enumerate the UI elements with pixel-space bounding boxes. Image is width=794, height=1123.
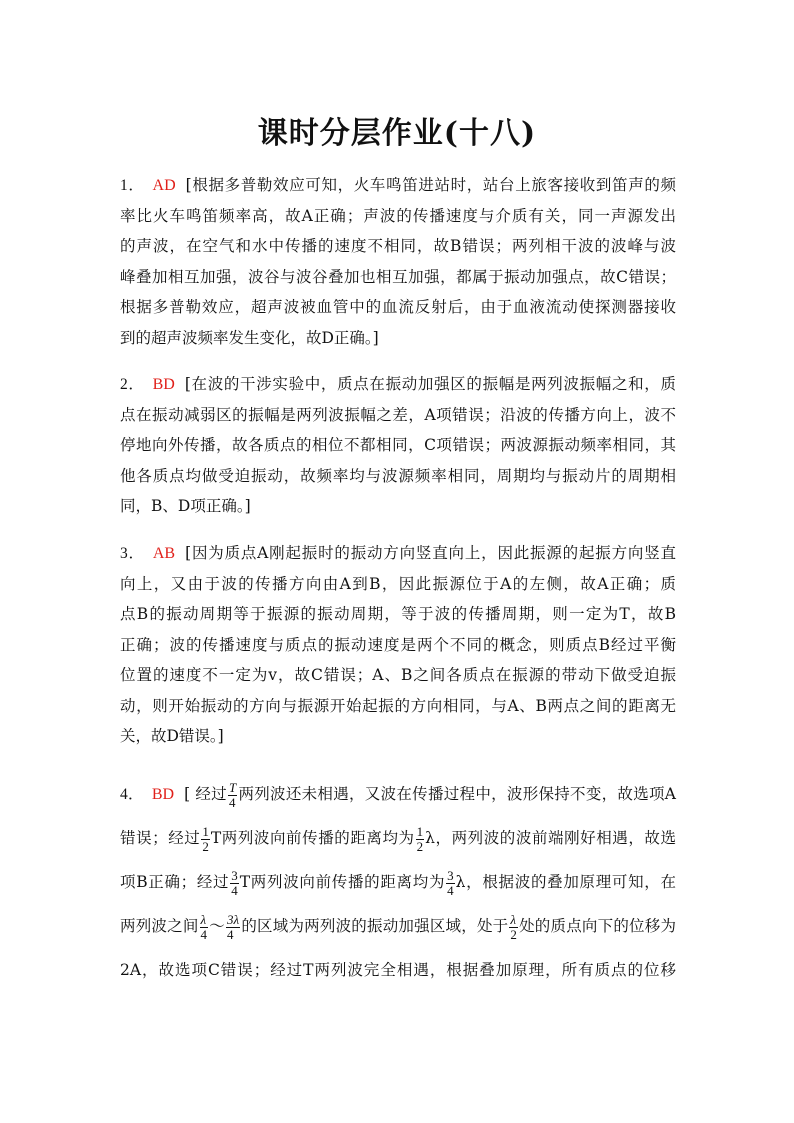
numerator: 1 — [202, 823, 209, 839]
numerator: 3 — [231, 867, 238, 883]
explanation-text: 错误；经过 — [120, 829, 201, 847]
explanation-text: 的区域为两列波的振动加强区域，处于 — [241, 917, 509, 935]
text-line — [120, 904, 676, 948]
answer-item-3 — [120, 538, 676, 752]
denominator: 2 — [510, 926, 517, 942]
explanation-text: 项B正确；经过 — [120, 873, 230, 891]
denominator: 4 — [200, 926, 208, 942]
item-number: 1． — [120, 177, 145, 194]
denominator: 4 — [226, 926, 234, 942]
text-line: 向上，又由于波的传播方向由A到B，因此振源位于A的左侧，故A正确；质 — [120, 574, 676, 593]
text-line: 到的超声波频率发生变化，故D正确。] — [120, 328, 379, 347]
text-line — [120, 860, 676, 904]
answer-key: AB — [152, 545, 176, 562]
numerator: 3λ — [226, 911, 240, 927]
answer-key: AD — [152, 177, 176, 194]
explanation-text: λ，根据波的叠加原理可知，在 — [455, 873, 676, 891]
text-line: 关，故D错误。] — [120, 727, 224, 745]
text-line: 动，则开始振动的方向与振源开始起振的方向相同，与A、B两点之间的距离无 — [120, 696, 676, 715]
answer-item-4 — [120, 772, 676, 992]
text-line: 的声波，在空气和水中传播的速度不相同，故B错误；两列相干波的波峰与波 — [120, 237, 676, 255]
text-line: 根据多普勒效应，超声波被血管中的血流反射后，由于血液流动使探测器接收 — [120, 298, 676, 316]
explanation-text: T两列波向前传播的距离均为 — [210, 829, 415, 847]
answer-item-2 — [120, 369, 676, 522]
denominator: 4 — [228, 794, 236, 810]
text-line — [120, 816, 676, 860]
denominator: 2 — [416, 838, 424, 854]
explanation-text: T两列波向前传播的距离均为 — [239, 873, 446, 891]
numerator: λ — [510, 911, 517, 927]
text-line: 点B的振动周期等于振源的振动周期，等于波的传播周期，则一定为T，故B — [120, 605, 676, 623]
explanation-text: 两列波之间 — [120, 917, 199, 935]
text-line: 停地向外传播，故各质点的相位不都相同，C项错误；两波源振动频率相同，其 — [120, 436, 676, 454]
explanation-text: ～ — [209, 917, 225, 935]
numerator: 3 — [447, 867, 454, 883]
fraction-1-over-2 — [416, 825, 425, 854]
text-line: 他各质点均做受迫振动，故频率均与波源频率相同，周期均与振动片的周期相 — [120, 466, 676, 485]
numerator: λ — [200, 911, 207, 927]
fraction-lambda-over-2 — [509, 913, 518, 942]
text-line: 同，B、D项正确。] — [120, 497, 251, 515]
explanation-text: [因为质点A刚起振时的振动方向竖直向上，因此振源的起振方向竖直 — [185, 544, 676, 562]
text-line — [120, 538, 676, 569]
denominator: 2 — [202, 838, 209, 854]
fraction-lambda-over-4 — [200, 913, 209, 942]
text-line — [120, 369, 676, 400]
denominator: 4 — [231, 882, 238, 898]
page-title: 课时分层作业(十八) — [257, 116, 537, 151]
answer-key: BD — [151, 786, 175, 803]
numerator: T — [228, 779, 237, 795]
item-number: 4． — [120, 786, 144, 803]
numerator: 1 — [416, 823, 424, 839]
item-number: 3． — [120, 545, 145, 562]
text-line: 位置的速度不一定为v，故C错误；A、B之间各质点在振源的带动下做受迫振 — [120, 666, 676, 684]
fraction-3-over-4 — [446, 869, 455, 898]
answer-key: BD — [152, 376, 175, 393]
denominator: 4 — [447, 882, 454, 898]
fraction-3-over-4 — [230, 869, 239, 898]
explanation-text: [根据多普勒效应可知，火车鸣笛进站时，站台上旅客接收到笛声的频 — [185, 176, 676, 194]
fraction-t-over-4 — [228, 781, 237, 810]
explanation-text: 两列波还未相遇，又波在传播过程中，波形保持不变，故选项A — [238, 785, 676, 803]
answer-item-1 — [120, 170, 676, 353]
text-line — [120, 170, 676, 201]
fraction-1-over-2 — [201, 825, 210, 854]
text-line — [120, 772, 676, 816]
explanation-text: λ，两列波的波前端刚好相遇，故选 — [425, 829, 677, 847]
explanation-text: 处的质点向下的位移为 — [518, 917, 676, 935]
text-line: 2A，故选项C错误；经过T两列波完全相遇，根据叠加原理，所有质点的位移 — [120, 961, 676, 979]
explanation-text: [ 经过 — [184, 785, 227, 803]
text-line: 点在振动减弱区的振幅是两列波振幅之差，A项错误；沿波的传播方向上，波不 — [120, 405, 676, 424]
item-number: 2． — [120, 376, 145, 393]
explanation-text: [在波的干涉实验中，质点在振动加强区的振幅是两列波振幅之和，质 — [184, 375, 676, 393]
text-line: 峰叠加相互加强，波谷与波谷叠加也相互加强，都属于振动加强点，故C错误； — [120, 267, 676, 286]
text-line: 正确；波的传播速度与质点的振动速度是两个不同的概念，则质点B经过平衡 — [120, 635, 676, 654]
text-line: 率比火车鸣笛频率高，故A正确；声波的传播速度与介质有关，同一声源发出 — [120, 206, 676, 225]
fraction-3lambda-over-4 — [226, 913, 240, 942]
